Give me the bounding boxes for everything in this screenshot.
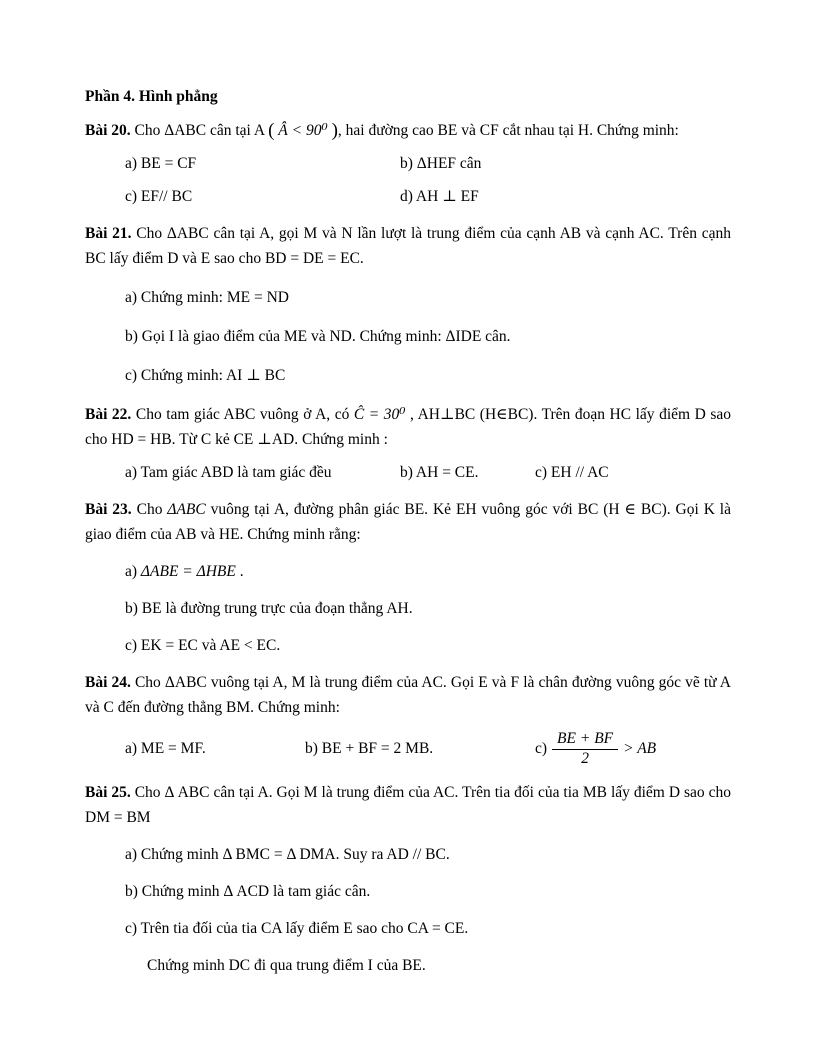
part-b: b) AH = CE. [400, 464, 479, 481]
part-a: a) ME = MF. [125, 740, 206, 758]
problem-bai-25 [85, 780, 731, 978]
part-b: b) Gọi I là giao điểm của ME và ND. Chứng minh: ΔIDE cân. [125, 328, 511, 345]
part-a: a) Tam giác ABD là tam giác đều [125, 464, 332, 481]
fraction-numerator: BE + BF [552, 730, 618, 750]
parts-row [85, 151, 731, 176]
part-suffix: . [235, 563, 244, 580]
problem-label: Bài 22. [85, 406, 132, 423]
statement-text: Cho ΔABC cân tại A [130, 122, 269, 139]
part-b: b) BE + BF = 2 MB. [305, 740, 434, 758]
parts-list [85, 285, 731, 388]
problem-label: Bài 20. [85, 122, 131, 139]
math-triangle: ΔABC [167, 501, 206, 518]
part-d: d) AH ⊥ EF [400, 188, 479, 205]
part-a: a) BE = CF [125, 155, 197, 172]
fraction [552, 730, 618, 768]
statement-text: Cho [131, 501, 168, 518]
problem-bai-23 [85, 497, 731, 658]
problem-bai-24 [85, 670, 731, 768]
statement-text: Cho Δ ABC cân tại A. Gọi M là trung điểm của AC. Trên tia đối của tia MB lấy điểm D sao cho DM = BM [85, 783, 731, 826]
part-prefix: c) [535, 740, 548, 758]
part-b: b) BE là đường trung trực của đoạn thẳng AH. [125, 600, 413, 617]
part-a [125, 559, 731, 584]
math-angle-condition: Â < 90⁰ [274, 122, 332, 139]
part-a: a) Chứng minh Δ BMC = Δ DMA. Suy ra AD // BC. [125, 845, 450, 863]
statement-text: , AH⊥BC (H∈BC). Trên đoạn HC lấy điểm D sao cho HD = HB. Từ C kẻ CE ⊥AD. Chứng minh : [85, 406, 731, 448]
problem-statement [85, 402, 731, 452]
problem-label: Bài 21. [85, 225, 132, 242]
fraction-denominator: 2 [581, 749, 589, 767]
part-c [535, 730, 656, 768]
part-c: c) Trên tia đối của tia CA lấy điểm E sao cho CA = CE. [125, 919, 469, 937]
parts-row [85, 184, 731, 209]
part-b: b) Chứng minh Δ ACD là tam giác cân. [125, 882, 371, 900]
statement-text: Cho ΔABC vuông tại A, M là trung điểm của AC. Gọi E và F là chân đường vuông góc vẽ từ A và C đến đường thẳng BM. Chứng minh: [85, 674, 731, 716]
problem-label: Bài 23. [85, 501, 132, 518]
statement-text: Cho ΔABC cân tại A, gọi M và N lần lượt là trung điểm của cạnh AB và cạnh AC. Trên cạnh BC lấy điểm D và E sao cho BD = DE = EC. [85, 225, 731, 267]
parts-row [85, 730, 731, 768]
statement-text: vuông tại A, đường phân giác BE. Kẻ EH vuông góc với BC (H ∈ BC). Gọi K là giao điểm của AB và HE. Chứng minh rằng: [85, 501, 731, 543]
part-c: c) EK = EC và AE < EC. [125, 637, 281, 654]
part-c: c) EF// BC [125, 188, 193, 205]
problem-bai-21 [85, 221, 731, 388]
problem-statement [85, 497, 731, 547]
inequality-rhs: > AB [623, 740, 657, 758]
problem-statement [85, 221, 731, 271]
problem-bai-20 [85, 118, 731, 209]
part-c-continuation: Chứng minh DC đi qua trung điểm I của BE. [147, 956, 426, 974]
part-a: a) Chứng minh: ME = ND [125, 289, 289, 306]
part-c: c) EH // AC [535, 464, 609, 481]
part-prefix: a) [125, 563, 141, 580]
parts-list [85, 559, 731, 658]
statement-text: , hai đường cao BE và CF cắt nhau tại H. Chứng minh: [337, 122, 679, 139]
problem-statement [85, 118, 731, 143]
problem-statement [85, 670, 731, 720]
paren-close: ) [331, 120, 338, 141]
problem-label: Bài 25. [85, 783, 131, 801]
parts-row [85, 460, 731, 485]
paren-open: ( [268, 120, 275, 141]
math-angle-c: Ĉ = 30⁰ [353, 406, 406, 423]
problem-label: Bài 24. [85, 674, 131, 691]
math-congruence: ΔABE = ΔHBE [140, 563, 236, 580]
parts-list [85, 842, 731, 978]
problem-bai-22 [85, 402, 731, 485]
part-c: c) Chứng minh: AI ⊥ BC [125, 367, 286, 384]
problem-statement [85, 780, 731, 830]
statement-text: Cho tam giác ABC vuông ở A, có [131, 406, 354, 423]
section-title: Phần 4. Hình phẳng [85, 88, 218, 105]
part-b: b) ΔHEF cân [400, 155, 482, 172]
